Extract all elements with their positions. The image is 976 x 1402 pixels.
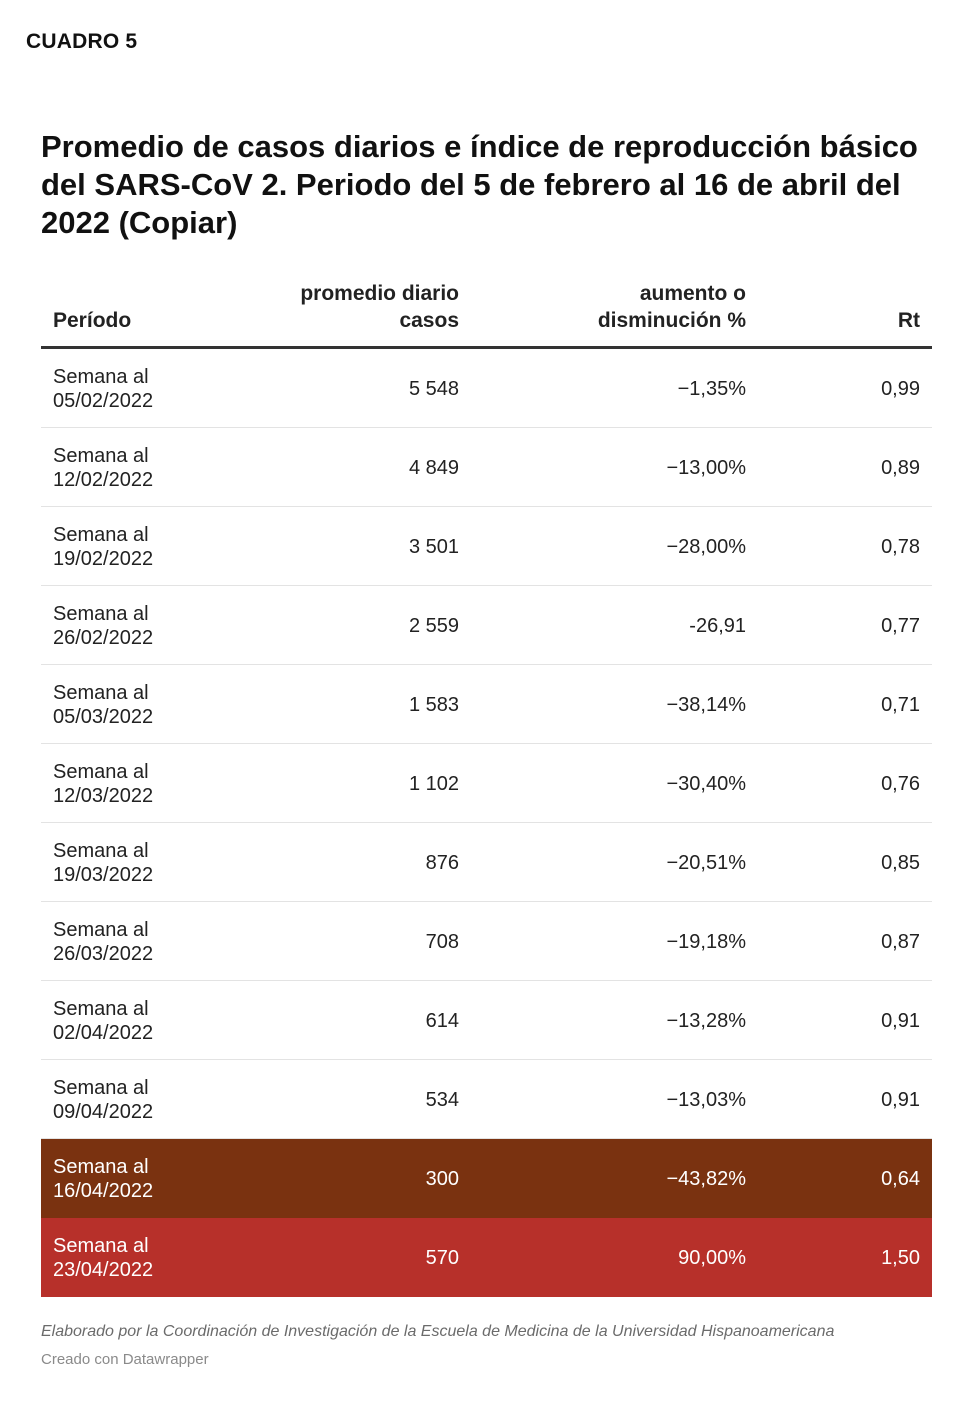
credit-link[interactable]: Creado con Datawrapper [41, 1351, 209, 1368]
cell-period: Semana al 23/04/2022 [53, 1235, 154, 1281]
table-row [41, 586, 932, 665]
cell-daily-cases: 3 501 [408, 536, 459, 558]
cell-change: −20,51% [666, 852, 746, 874]
header-change-line2: disminución % [597, 309, 746, 332]
cell-daily-cases: 614 [425, 1010, 459, 1032]
cell-rt: 0,87 [881, 931, 920, 953]
cell-period: Semana al 16/04/2022 [53, 1156, 154, 1202]
cell-change: −13,03% [666, 1089, 746, 1111]
cell-rt: 0,91 [881, 1010, 920, 1032]
cell-period: Semana al 02/04/2022 [53, 998, 154, 1044]
cell-change: −30,40% [666, 773, 746, 795]
cell-daily-cases: 534 [425, 1089, 459, 1111]
cell-daily-cases: 570 [425, 1247, 459, 1269]
cell-rt: 0,78 [881, 536, 920, 558]
cell-change: −43,82% [666, 1168, 746, 1190]
cell-daily-cases: 2 559 [408, 615, 459, 637]
table-row [41, 1060, 932, 1139]
table-row [41, 1139, 932, 1218]
header-change-line1: aumento o [639, 282, 746, 305]
cell-daily-cases: 5 548 [408, 378, 459, 400]
cell-daily-cases: 4 849 [408, 457, 459, 479]
table-row [41, 902, 932, 981]
table-row [41, 507, 932, 586]
cell-period: Semana al 05/03/2022 [53, 682, 154, 728]
table-row [41, 744, 932, 823]
chart-label: CUADRO 5 [26, 30, 138, 53]
table-row [41, 823, 932, 902]
table-row [41, 349, 932, 428]
header-change[interactable] [546, 280, 746, 334]
cell-rt: 0,77 [881, 615, 920, 637]
cell-rt: 0,99 [881, 378, 920, 400]
cell-change: -26,91 [689, 615, 746, 637]
cell-change: 90,00% [678, 1247, 746, 1269]
cell-rt: 0,64 [881, 1168, 920, 1190]
cell-rt: 0,71 [881, 694, 920, 716]
cell-daily-cases: 1 102 [408, 773, 459, 795]
table-row [41, 665, 932, 744]
cell-rt: 0,76 [881, 773, 920, 795]
cell-period: Semana al 19/03/2022 [53, 840, 154, 886]
cell-rt: 0,91 [881, 1089, 920, 1111]
cell-rt: 0,89 [881, 457, 920, 479]
cell-change: −28,00% [666, 536, 746, 558]
cell-daily-cases: 708 [425, 931, 459, 953]
cell-change: −38,14% [666, 694, 746, 716]
table-row [41, 428, 932, 507]
header-daily-cases[interactable] [259, 280, 459, 334]
cell-period: Semana al 26/02/2022 [53, 603, 154, 649]
cell-rt: 0,85 [881, 852, 920, 874]
cell-change: −13,00% [666, 457, 746, 479]
header-daily-cases-line2: casos [399, 309, 459, 332]
table-header [41, 280, 932, 349]
table-row [41, 1218, 932, 1297]
table-row [41, 981, 932, 1060]
cell-period: Semana al 12/02/2022 [53, 445, 154, 491]
cell-change: −19,18% [666, 931, 746, 953]
source-note: Elaborado por la Coordinación de Investigación de la Escuela de Medicina de la Universidad Hispanoamericana [41, 1323, 835, 1340]
data-table [41, 280, 932, 1297]
cell-daily-cases: 876 [425, 852, 459, 874]
cell-period: Semana al 19/02/2022 [53, 524, 154, 570]
header-period[interactable]: Período [53, 309, 132, 332]
table-body [41, 349, 932, 1297]
cell-period: Semana al 09/04/2022 [53, 1077, 154, 1123]
cell-change: −13,28% [666, 1010, 746, 1032]
cell-rt: 1,50 [881, 1247, 920, 1269]
cell-period: Semana al 05/02/2022 [53, 366, 154, 412]
header-rt[interactable]: Rt [897, 309, 920, 332]
cell-period: Semana al 26/03/2022 [53, 919, 154, 965]
cell-period: Semana al 12/03/2022 [53, 761, 154, 807]
header-daily-cases-line1: promedio diario [300, 282, 459, 305]
chart-title: Promedio de casos diarios e índice de reproducción básico del SARS-CoV 2. Periodo del 5 de febrero al 16 de abril del 2022 (Copiar) [41, 129, 918, 240]
cell-daily-cases: 1 583 [408, 694, 459, 716]
cell-daily-cases: 300 [425, 1168, 459, 1190]
cell-change: −1,35% [677, 378, 746, 400]
